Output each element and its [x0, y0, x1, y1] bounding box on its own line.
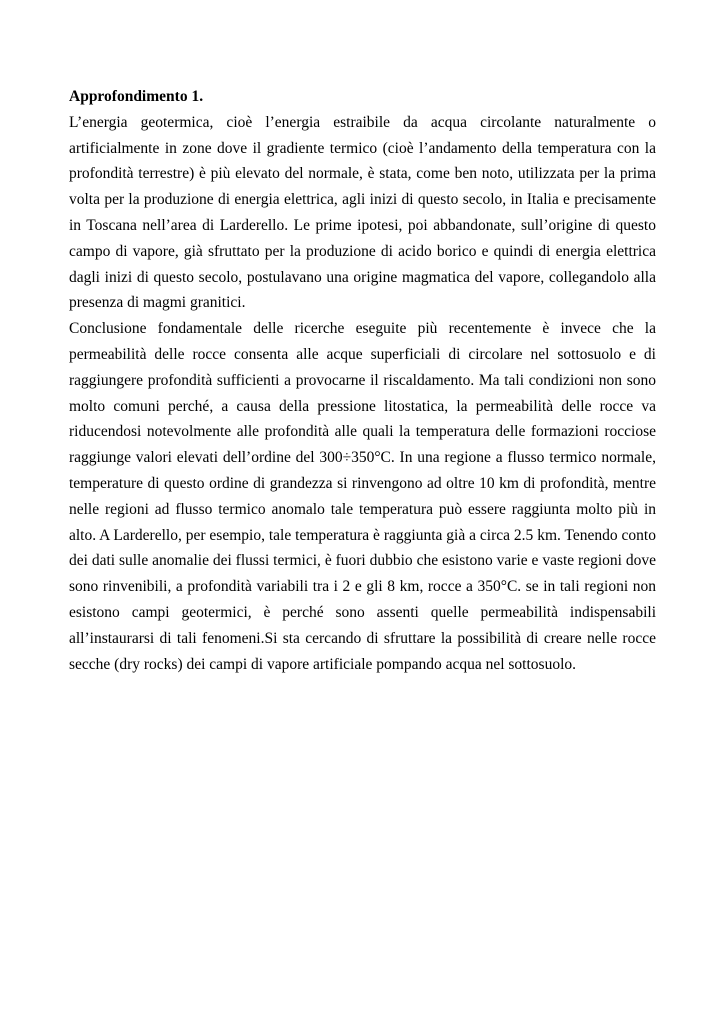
document-body — [69, 84, 656, 677]
paragraph-1: L’energia geotermica, cioè l’energia estraibile da acqua circolante naturalmente o artificialmente in zone dove il gradiente termico (cioè l’andamento della temperatura con la profondità terrestre) è più elevato del normale, è stata, come ben noto, utilizzata per la prima volta per la produzione di energia elettrica, agli inizi di questo secolo, in Italia e precisamente in Toscana nell’area di Larderello. Le prime ipotesi, poi abbandonate, sull’origine di questo campo di vapore, già sfruttato per la produzione di acido borico e quindi di energia elettrica dagli inizi di questo secolo, postulavano una origine magmatica del vapore, collegandolo alla presenza di magmi granitici. — [69, 113, 656, 312]
paragraph-2: Conclusione fondamentale delle ricerche eseguite più recentemente è invece che la permeabilità delle rocce consenta alle acque superficiali di circolare nel sottosuolo e di raggiungere profondità sufficienti a provocarne il riscaldamento. Ma tali condizioni non sono molto comuni perché, a causa della pressione litostatica, la permeabilità delle rocce va riducendosi notevolmente alle profondità alle quali la temperatura delle formazioni rocciose raggiunge valori elevati dell’ordine del 300÷350°C. In una regione a flusso termico normale, temperature di questo ordine di grandezza si rinvengono ad oltre 10 km di profondità, mentre nelle regioni ad flusso termico anomalo tale temperatura può essere raggiunta molto più in alto. A Larderello, per esempio, tale temperatura è raggiunta già a circa 2.5 km. Tenendo conto dei dati sulle anomalie dei flussi termici, è fuori dubbio che esistono varie e vaste regioni dove sono rinvenibili, a profondità variabili tra i 2 e gli 8 km, rocce a 350°C. se in tali regioni non esistono campi geotermici, è perché sono assenti quelle permeabilità indispensabili all’instaurarsi di tali fenomeni.Si sta cercando di sfruttare la possibilità di creare nelle rocce secche (dry rocks) dei campi di vapore artificiale pompando acqua nel sottosuolo. — [69, 320, 656, 673]
section-heading: Approfondimento 1. — [69, 88, 204, 105]
